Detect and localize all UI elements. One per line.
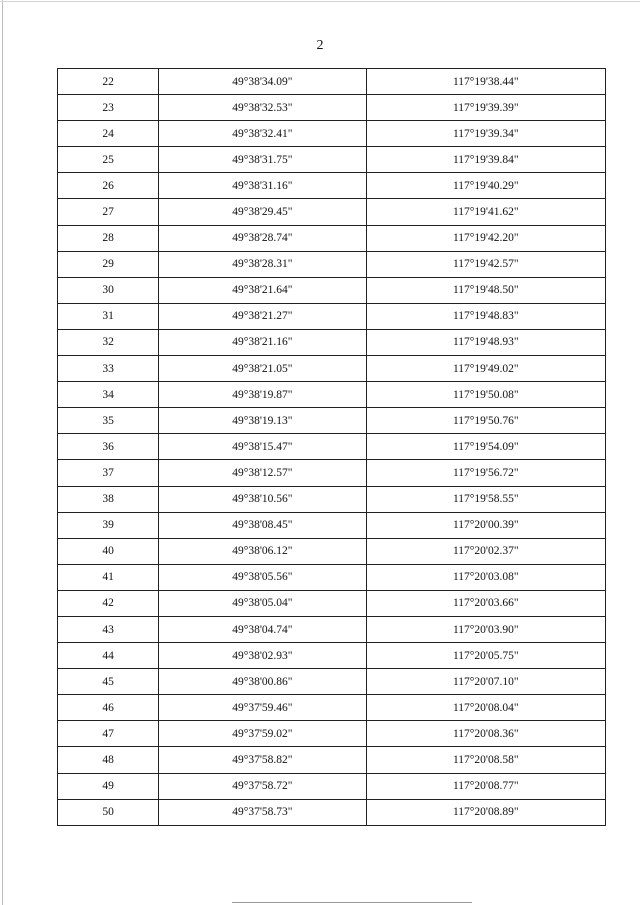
longitude-cell: 117°19'39.39" bbox=[366, 95, 605, 121]
latitude-cell: 49°38'29.45" bbox=[159, 199, 366, 225]
latitude-cell: 49°37'58.72" bbox=[159, 773, 366, 799]
table-row bbox=[58, 590, 606, 616]
table-row bbox=[58, 225, 606, 251]
latitude-cell: 49°38'04.74" bbox=[159, 616, 366, 642]
longitude-cell: 117°20'07.10" bbox=[366, 669, 605, 695]
point-number-cell: 39 bbox=[58, 512, 159, 538]
longitude-cell: 117°19'49.02" bbox=[366, 356, 605, 382]
latitude-cell: 49°38'19.87" bbox=[159, 382, 366, 408]
latitude-cell: 49°38'28.74" bbox=[159, 225, 366, 251]
point-number-cell: 40 bbox=[58, 538, 159, 564]
point-number-cell: 27 bbox=[58, 199, 159, 225]
latitude-cell: 49°38'28.31" bbox=[159, 251, 366, 277]
point-number-cell: 29 bbox=[58, 251, 159, 277]
longitude-cell: 117°19'48.50" bbox=[366, 277, 605, 303]
table-row bbox=[58, 69, 606, 95]
table-row bbox=[58, 773, 606, 799]
latitude-cell: 49°38'31.75" bbox=[159, 147, 366, 173]
point-number-cell: 36 bbox=[58, 434, 159, 460]
point-number-cell: 47 bbox=[58, 721, 159, 747]
point-number-cell: 35 bbox=[58, 408, 159, 434]
table-row bbox=[58, 199, 606, 225]
coordinates-table bbox=[57, 68, 606, 826]
scan-top-edge bbox=[0, 1, 640, 2]
table-row bbox=[58, 512, 606, 538]
table-row bbox=[58, 173, 606, 199]
longitude-cell: 117°20'03.90" bbox=[366, 616, 605, 642]
latitude-cell: 49°37'58.73" bbox=[159, 799, 366, 825]
latitude-cell: 49°38'21.64" bbox=[159, 277, 366, 303]
longitude-cell: 117°19'39.84" bbox=[366, 147, 605, 173]
table-row bbox=[58, 747, 606, 773]
longitude-cell: 117°19'39.34" bbox=[366, 121, 605, 147]
point-number-cell: 49 bbox=[58, 773, 159, 799]
table-row bbox=[58, 356, 606, 382]
latitude-cell: 49°38'32.41" bbox=[159, 121, 366, 147]
point-number-cell: 42 bbox=[58, 590, 159, 616]
longitude-cell: 117°20'02.37" bbox=[366, 538, 605, 564]
longitude-cell: 117°19'38.44" bbox=[366, 69, 605, 95]
longitude-cell: 117°19'42.20" bbox=[366, 225, 605, 251]
table-row bbox=[58, 303, 606, 329]
point-number-cell: 25 bbox=[58, 147, 159, 173]
longitude-cell: 117°19'48.93" bbox=[366, 329, 605, 355]
point-number-cell: 45 bbox=[58, 669, 159, 695]
longitude-cell: 117°20'00.39" bbox=[366, 512, 605, 538]
longitude-cell: 117°20'05.75" bbox=[366, 643, 605, 669]
table-row bbox=[58, 564, 606, 590]
point-number-cell: 33 bbox=[58, 356, 159, 382]
latitude-cell: 49°38'05.04" bbox=[159, 590, 366, 616]
point-number-cell: 31 bbox=[58, 303, 159, 329]
coordinates-table-body bbox=[58, 69, 606, 826]
longitude-cell: 117°19'58.55" bbox=[366, 486, 605, 512]
longitude-cell: 117°19'50.08" bbox=[366, 382, 605, 408]
latitude-cell: 49°38'06.12" bbox=[159, 538, 366, 564]
latitude-cell: 49°38'32.53" bbox=[159, 95, 366, 121]
table-row bbox=[58, 251, 606, 277]
table-row bbox=[58, 643, 606, 669]
longitude-cell: 117°19'48.83" bbox=[366, 303, 605, 329]
table-row bbox=[58, 277, 606, 303]
table-row bbox=[58, 799, 606, 825]
point-number-cell: 41 bbox=[58, 564, 159, 590]
point-number-cell: 37 bbox=[58, 460, 159, 486]
table-row bbox=[58, 721, 606, 747]
longitude-cell: 117°19'40.29" bbox=[366, 173, 605, 199]
longitude-cell: 117°19'41.62" bbox=[366, 199, 605, 225]
point-number-cell: 48 bbox=[58, 747, 159, 773]
table-row bbox=[58, 669, 606, 695]
point-number-cell: 23 bbox=[58, 95, 159, 121]
point-number-cell: 24 bbox=[58, 121, 159, 147]
longitude-cell: 117°20'08.58" bbox=[366, 747, 605, 773]
table-row bbox=[58, 147, 606, 173]
table-row bbox=[58, 695, 606, 721]
latitude-cell: 49°38'02.93" bbox=[159, 643, 366, 669]
page-number: 2 bbox=[316, 38, 324, 53]
table-row bbox=[58, 460, 606, 486]
latitude-cell: 49°38'05.56" bbox=[159, 564, 366, 590]
table-row bbox=[58, 95, 606, 121]
table-row bbox=[58, 329, 606, 355]
table-row bbox=[58, 616, 606, 642]
longitude-cell: 117°20'08.36" bbox=[366, 721, 605, 747]
latitude-cell: 49°37'58.82" bbox=[159, 747, 366, 773]
table-row bbox=[58, 121, 606, 147]
latitude-cell: 49°38'31.16" bbox=[159, 173, 366, 199]
latitude-cell: 49°38'19.13" bbox=[159, 408, 366, 434]
point-number-cell: 22 bbox=[58, 69, 159, 95]
longitude-cell: 117°20'03.66" bbox=[366, 590, 605, 616]
point-number-cell: 26 bbox=[58, 173, 159, 199]
longitude-cell: 117°19'56.72" bbox=[366, 460, 605, 486]
point-number-cell: 28 bbox=[58, 225, 159, 251]
latitude-cell: 49°38'08.45" bbox=[159, 512, 366, 538]
point-number-cell: 43 bbox=[58, 616, 159, 642]
longitude-cell: 117°20'08.04" bbox=[366, 695, 605, 721]
bottom-scan-mark bbox=[232, 902, 472, 903]
table-row bbox=[58, 486, 606, 512]
longitude-cell: 117°20'08.77" bbox=[366, 773, 605, 799]
longitude-cell: 117°20'08.89" bbox=[366, 799, 605, 825]
table-row bbox=[58, 382, 606, 408]
latitude-cell: 49°38'15.47" bbox=[159, 434, 366, 460]
latitude-cell: 49°38'21.27" bbox=[159, 303, 366, 329]
table-row bbox=[58, 408, 606, 434]
point-number-cell: 34 bbox=[58, 382, 159, 408]
point-number-cell: 32 bbox=[58, 329, 159, 355]
longitude-cell: 117°19'50.76" bbox=[366, 408, 605, 434]
longitude-cell: 117°20'03.08" bbox=[366, 564, 605, 590]
point-number-cell: 30 bbox=[58, 277, 159, 303]
latitude-cell: 49°38'21.16" bbox=[159, 329, 366, 355]
table-row bbox=[58, 538, 606, 564]
latitude-cell: 49°38'21.05" bbox=[159, 356, 366, 382]
latitude-cell: 49°37'59.02" bbox=[159, 721, 366, 747]
longitude-cell: 117°19'42.57" bbox=[366, 251, 605, 277]
latitude-cell: 49°38'12.57" bbox=[159, 460, 366, 486]
latitude-cell: 49°38'00.86" bbox=[159, 669, 366, 695]
point-number-cell: 44 bbox=[58, 643, 159, 669]
longitude-cell: 117°19'54.09" bbox=[366, 434, 605, 460]
point-number-cell: 50 bbox=[58, 799, 159, 825]
latitude-cell: 49°38'10.56" bbox=[159, 486, 366, 512]
point-number-cell: 46 bbox=[58, 695, 159, 721]
table-row bbox=[58, 434, 606, 460]
point-number-cell: 38 bbox=[58, 486, 159, 512]
latitude-cell: 49°38'34.09" bbox=[159, 69, 366, 95]
scan-left-edge bbox=[2, 0, 3, 905]
latitude-cell: 49°37'59.46" bbox=[159, 695, 366, 721]
